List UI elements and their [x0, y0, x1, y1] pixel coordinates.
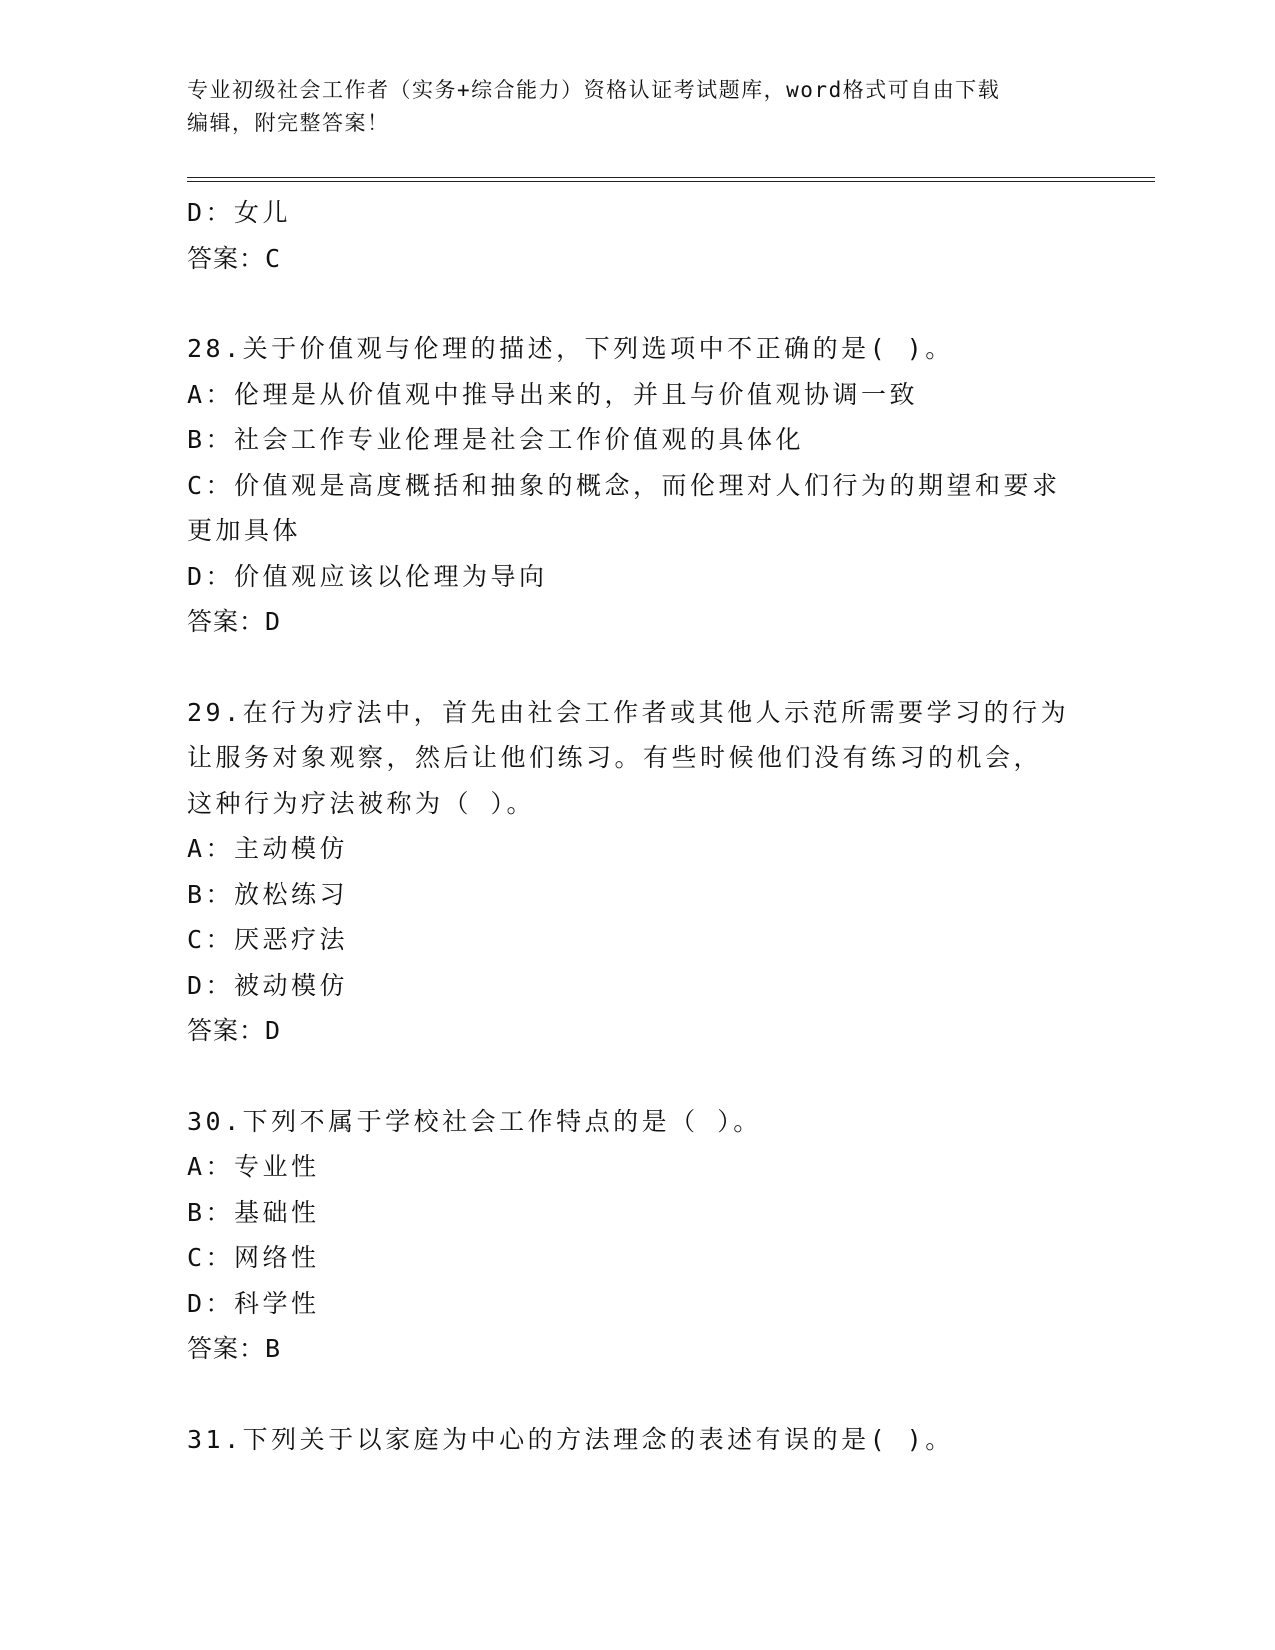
question-stem: 29.在行为疗法中，首先由社会工作者或其他人示范所需要学习的行为 — [187, 697, 1070, 727]
answer-line: 答案：D — [187, 1016, 282, 1045]
answer-line: 答案：B — [187, 1334, 282, 1363]
option-a: A：主动模仿 — [187, 834, 349, 863]
answer-line: 答案：D — [187, 607, 282, 636]
option-c: C：价值观是高度概括和抽象的概念，而伦理对人们行为的期望和要求 — [187, 470, 1061, 500]
option-c: C：网络性 — [187, 1243, 320, 1272]
option-c-continued: 更加具体 — [187, 516, 302, 545]
option-d: D：价值观应该以伦理为导向 — [187, 561, 548, 591]
question-28 — [187, 326, 1087, 645]
question-stem-continued: 让服务对象观察，然后让他们练习。有些时候他们没有练习的机会， — [187, 743, 1043, 772]
previous-question-tail — [187, 190, 1087, 281]
option-c: C：厌恶疗法 — [187, 925, 349, 954]
document-body — [187, 190, 1087, 1462]
option-d: D：女儿 — [187, 198, 292, 227]
option-b: B：社会工作专业伦理是社会工作价值观的具体化 — [187, 425, 805, 454]
option-a: A：伦理是从价值观中推导出来的，并且与价值观协调一致 — [187, 379, 919, 409]
header-line-1: 专业初级社会工作者（实务+综合能力）资格认证考试题库，word格式可自由下载 — [187, 78, 1001, 102]
question-stem: 31.下列关于以家庭为中心的方法理念的表述有误的是( )。 — [187, 1424, 954, 1454]
option-b: B：基础性 — [187, 1197, 320, 1227]
page-header — [187, 74, 1087, 140]
question-stem-continued: 这种行为疗法被称为（ ）。 — [187, 788, 536, 818]
option-d: D：被动模仿 — [187, 970, 349, 1000]
option-d: D：科学性 — [187, 1288, 320, 1318]
header-line-2: 编辑，附完整答案！ — [187, 111, 390, 135]
option-a: A：专业性 — [187, 1152, 320, 1181]
question-stem: 28.关于价值观与伦理的描述，下列选项中不正确的是( )。 — [187, 334, 954, 363]
question-31 — [187, 1417, 1087, 1463]
question-30 — [187, 1099, 1087, 1372]
header-divider — [187, 177, 1155, 182]
answer-line: 答案：C — [187, 243, 282, 273]
option-b: B：放松练习 — [187, 879, 349, 909]
question-29 — [187, 690, 1087, 1054]
question-stem: 30.下列不属于学校社会工作特点的是（ ）。 — [187, 1106, 762, 1136]
